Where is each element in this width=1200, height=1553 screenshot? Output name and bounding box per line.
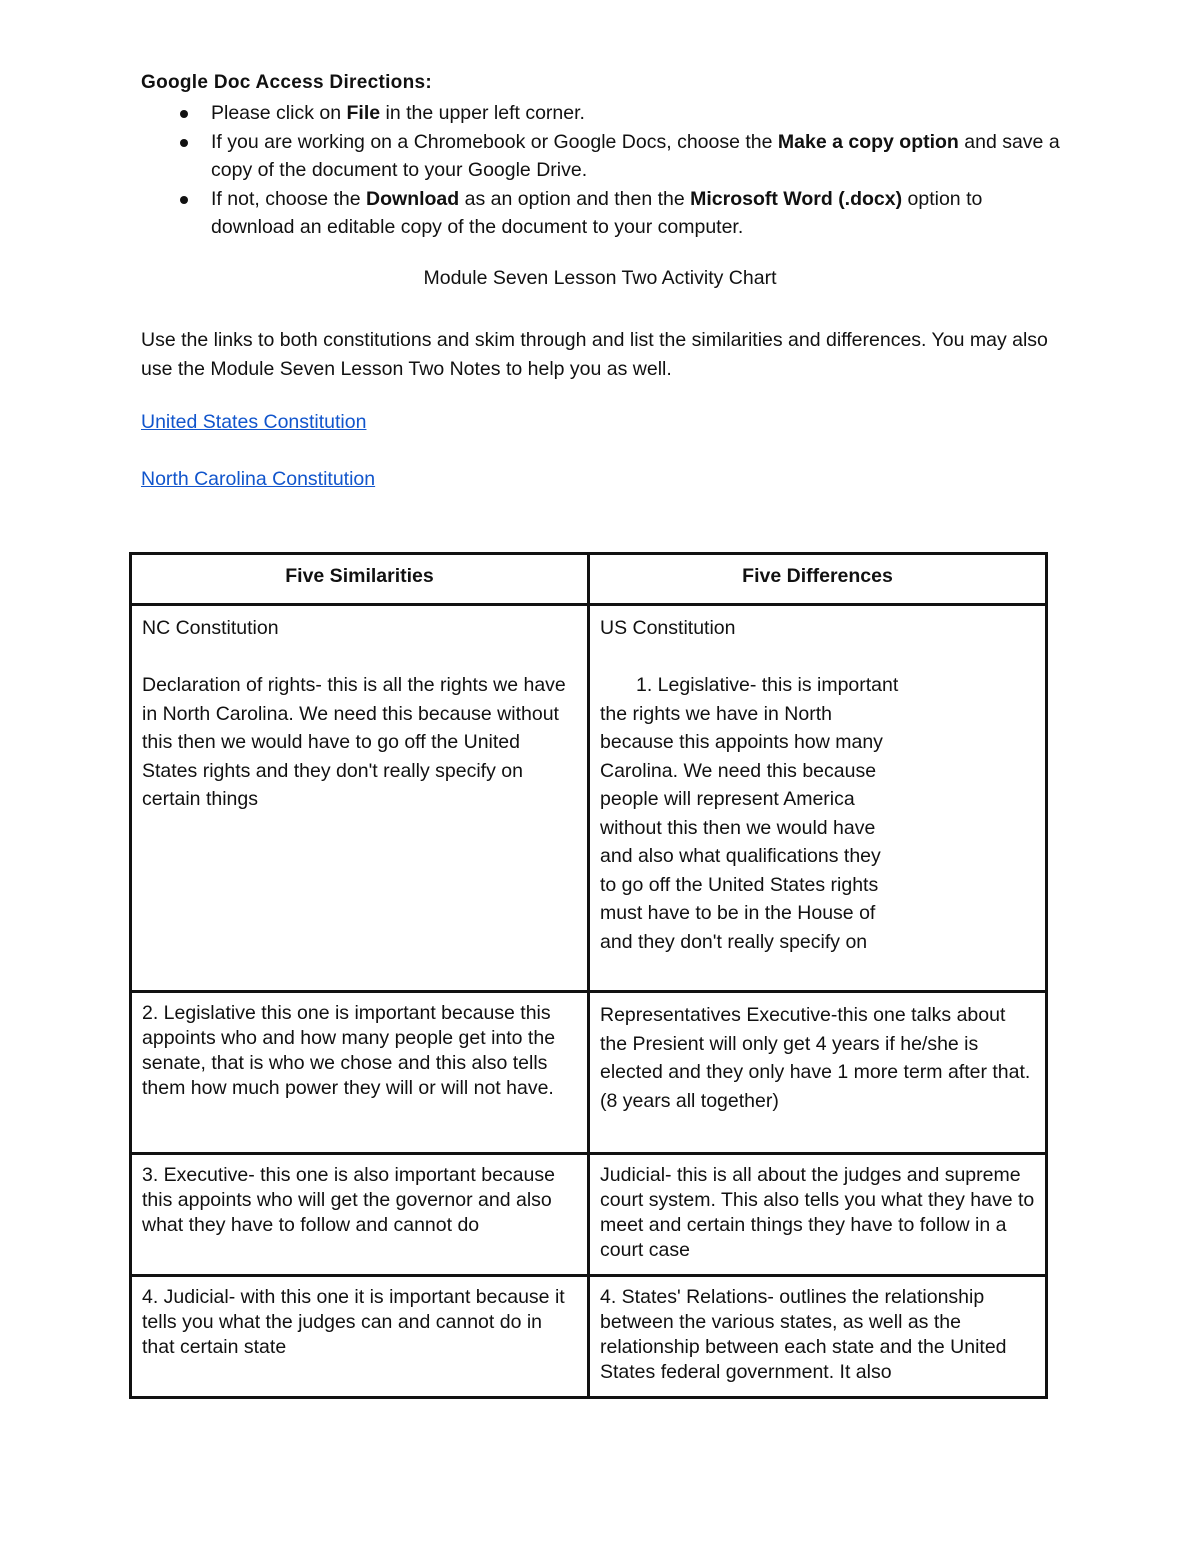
bullet-text: option to download an editable copy of the document to your computer. (211, 187, 983, 238)
bullet-bold-text: Download (366, 187, 460, 210)
cell-line: and they don't really specify on (600, 930, 868, 953)
table-cell: 3. Executive- this one is also important because this appoints who will get the governor and also what they have to follow and cannot do (131, 1154, 589, 1276)
directions-heading: Google Doc Access Directions: (141, 72, 432, 93)
cell-title: NC Constitution (142, 617, 279, 639)
bullet-text: in the upper left corner. (380, 102, 585, 124)
table-header-row (131, 554, 1047, 605)
cell-line: because this appoints how many (600, 731, 883, 753)
numbered-line: 1. Legislative- this is important (636, 674, 899, 696)
bullet-bold-text: Microsoft Word (.docx) (690, 187, 903, 210)
cell-line: people will represent America (600, 788, 855, 810)
table-row (131, 1154, 1047, 1276)
bullet-text: as an option and then the (459, 187, 691, 210)
bullet-text: If not, choose the (211, 187, 367, 210)
bullet-bold-text: Make a copy option (777, 130, 959, 153)
cell-line: must have to be in the House of (600, 902, 876, 924)
bullet-text: If you are working on a Chromebook or Google Docs, choose the (211, 130, 778, 153)
table-row (131, 992, 1047, 1154)
cell-line: to go off the United States rights (600, 873, 879, 896)
table-cell: 4. Judicial- with this one it is important because it tells you what the judges can and cannot do in that certain state (131, 1276, 589, 1398)
bullet-text: Please click on (211, 102, 347, 124)
cell-title: US Constitution (600, 617, 736, 639)
table-cell: 2. Legislative this one is important because this appoints who and how many people get into the senate, that is who we chose and this also tells them how much power they will or will not have. (131, 992, 589, 1154)
intro-paragraph: Use the links to both constitutions and skim through and list the similarities and differences. You may also use the Module Seven Lesson Two Notes to help you as well. (141, 329, 1048, 380)
table-cell (131, 605, 589, 992)
table-row (131, 605, 1047, 992)
table-cell: Judicial- this is all about the judges and supreme court system. This also tells you what they have to meet and certain things they have to follow in a court case (589, 1154, 1047, 1276)
cell-line: and also what qualifications they (600, 845, 881, 867)
us-constitution-link[interactable]: United States Constitution (141, 411, 367, 433)
cell-line: Carolina. We need this because (600, 759, 877, 782)
cell-text: Declaration of rights- this is all the rights we have in North Carolina. We need this because without this then we would have to go off the United States rights and they don't really specify on certain things (142, 674, 566, 810)
list-item (141, 185, 1061, 242)
header-similarities: Five Similarities (131, 554, 589, 605)
cell-line: the rights we have in North (600, 702, 832, 725)
table-row (131, 1276, 1047, 1398)
table-cell: Representatives Executive-this one talks about the Presient will only get 4 years if he/she is elected and they only have 1 more term after that. (8 years all together) (589, 992, 1047, 1154)
bullet-bold-text: File (346, 102, 381, 124)
header-differences: Five Differences (589, 554, 1047, 605)
list-item (141, 128, 1061, 185)
list-item (141, 99, 1061, 128)
table-cell (589, 605, 1047, 992)
table-cell: 4. States' Relations- outlines the relationship between the various states, as well as the relationship between each state and the United States federal government. It also (589, 1276, 1047, 1398)
bullet-text: and save a copy of the document to your Google Drive. (211, 130, 1060, 181)
chart-title: Module Seven Lesson Two Activity Chart (423, 267, 777, 289)
nc-constitution-link[interactable]: North Carolina Constitution (141, 468, 376, 490)
cell-line: without this then we would have (600, 816, 876, 839)
directions-list (141, 99, 1061, 242)
activity-chart-table (129, 552, 1048, 1399)
